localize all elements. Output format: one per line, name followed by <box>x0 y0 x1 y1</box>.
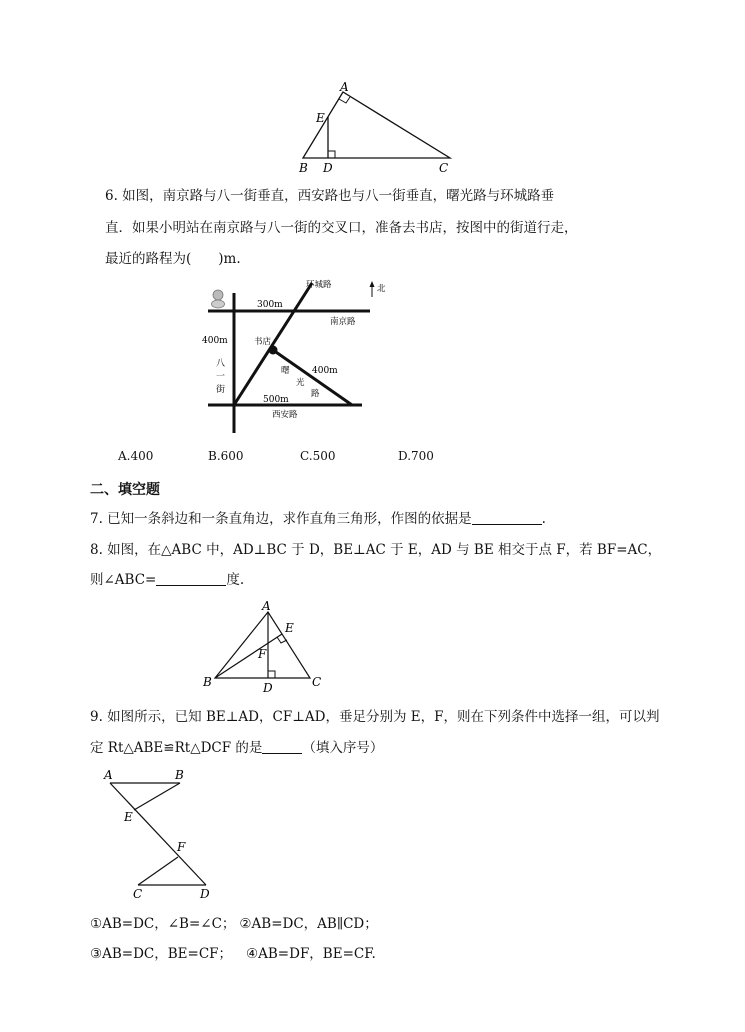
q6-option-d: D.700 <box>398 449 434 463</box>
q9-option-3: ③AB=DC，BE=CF； <box>90 946 233 962</box>
q9-options-row1 <box>90 914 378 934</box>
q9-answer-blank <box>262 739 302 754</box>
q8-answer-blank <box>156 571 226 586</box>
q9-option-1: ①AB=DC，∠B=∠C； <box>90 916 236 932</box>
label-c-q8: C <box>312 675 322 689</box>
q6-line2: 直．如果小明站在南京路与八一街的交叉口，准备去书店，按图中的街道行走， <box>105 220 578 236</box>
right-angle-mark-d <box>328 151 335 158</box>
q6-option-c: C.500 <box>300 449 336 463</box>
q7-text: 7. 已知一条斜边和一条直角边，求作直角三角形，作图的依据是 <box>90 511 472 527</box>
label-huancheng: 环城路 <box>306 280 332 290</box>
label-500m: 500m <box>263 395 289 405</box>
label-shuguang-2: 光 <box>296 378 305 388</box>
q8-line1: 8. 如图，在△ABC 中，AD⊥BC 于 D，BE⊥AC 于 E，AD 与 BE 相交于点 F，若 BF=AC， <box>90 542 662 558</box>
label-400m-left: 400m <box>202 336 228 346</box>
label-d-q8: D <box>263 681 273 695</box>
q7-line <box>90 509 546 529</box>
q9-line1: 9. 如图所示，已知 BE⊥AD，CF⊥AD，垂足分别为 E，F，则在下列条件中选择一组，可以判 <box>90 709 660 725</box>
segment-be-q9 <box>134 783 180 810</box>
label-c: C <box>439 161 449 175</box>
q9-line2 <box>90 738 383 758</box>
q8-line2 <box>90 570 244 590</box>
right-angle-mark-d-q8 <box>268 671 275 678</box>
label-bayi-1: 八 <box>216 359 226 369</box>
q6-option-a: A.400 <box>118 449 154 463</box>
label-f-q8: F <box>258 647 267 661</box>
q6-option-b: B.600 <box>208 449 244 463</box>
label-e-q9: E <box>124 810 133 824</box>
q9-option-2: ②AB=DC，AB∥CD； <box>239 916 378 932</box>
q8-line2-pre: 则∠ABC= <box>90 572 157 588</box>
label-c-q9: C <box>133 887 143 901</box>
figure-street-map <box>200 275 400 437</box>
section-title: 二、填空题 <box>90 482 160 498</box>
segment-ad-q9 <box>110 783 206 885</box>
label-a-q8: A <box>262 599 271 613</box>
q9-option-4: ④AB=DF，BE=CF. <box>246 946 376 962</box>
label-a: A <box>340 80 349 94</box>
q9-options-row2 <box>90 944 376 964</box>
label-bayi-2: 一 <box>216 372 226 382</box>
label-b-q9: B <box>175 768 184 782</box>
q7-end: . <box>541 511 546 527</box>
label-bayi-3: 街 <box>216 385 226 395</box>
north-arrowhead-icon <box>370 281 375 287</box>
person-icon <box>212 290 225 308</box>
label-nanjing: 南京路 <box>330 317 356 327</box>
label-bookstore: 书店 <box>254 337 272 347</box>
label-xian: 西安路 <box>272 410 298 420</box>
q8-line2-post: 度. <box>226 572 245 588</box>
label-a-q9: A <box>104 768 113 782</box>
figure-q9 <box>98 765 228 905</box>
q9-line2-pre: 定 Rt△ABE≌Rt△DCF 的是 <box>90 740 263 756</box>
segment-cf-q9 <box>138 857 178 885</box>
label-d-q9: D <box>200 887 210 901</box>
figure-triangle-abc-top <box>290 78 470 176</box>
label-north: 北 <box>377 284 386 294</box>
label-shuguang-1: 曙 <box>281 366 290 376</box>
label-f-q9: F <box>177 840 186 854</box>
label-shuguang-3: 路 <box>311 389 320 399</box>
label-b-q8: B <box>203 675 212 689</box>
right-angle-mark-a <box>339 97 350 103</box>
label-e: E <box>316 111 325 125</box>
label-e-q8: E <box>285 621 294 635</box>
label-300m: 300m <box>257 300 283 310</box>
q6-line1: 6. 如图，南京路与八一街垂直，西安路也与八一街垂直，曙光路与环城路垂 <box>105 188 555 204</box>
q9-line2-post: （填入序号） <box>302 740 384 756</box>
figure-triangle-q8 <box>200 598 330 696</box>
q6-line3: 最近的路程为( )m. <box>105 251 241 267</box>
q7-answer-blank <box>472 510 542 525</box>
label-d: D <box>323 161 333 175</box>
label-400m-right: 400m <box>312 366 338 376</box>
triangle-abc <box>303 92 450 158</box>
label-b: B <box>299 161 308 175</box>
